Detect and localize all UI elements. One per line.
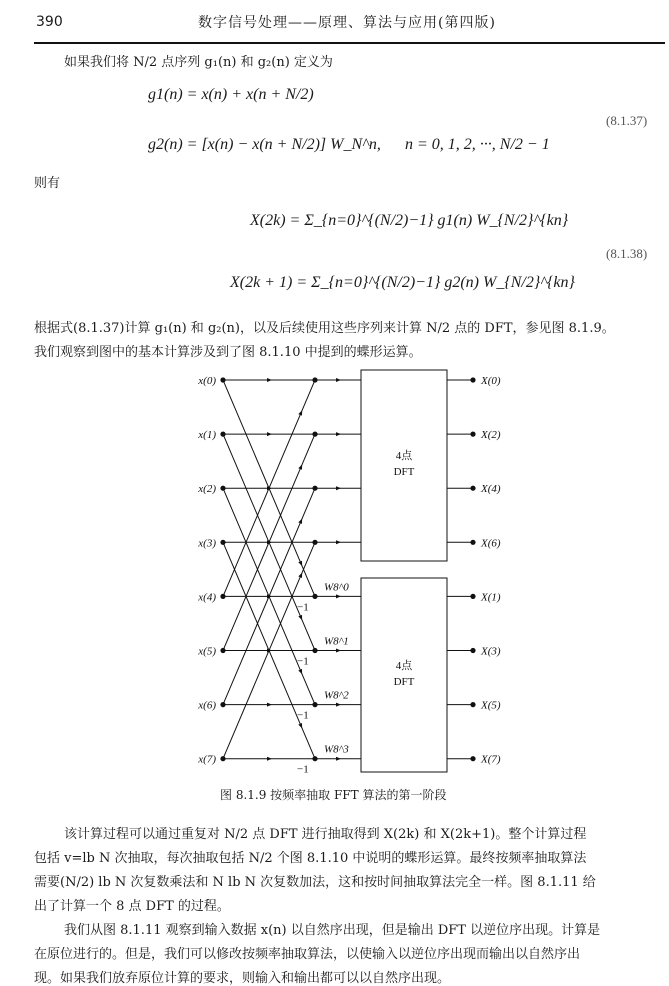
twiddle-factor-label: W8^2 bbox=[324, 689, 349, 702]
paragraph2-line1: 该计算过程可以通过重复对 N/2 点 DFT 进行抽取得到 X(2k) 和 X(2k+1)。整个计算过程 bbox=[64, 827, 587, 842]
equation-number-8-1-37: (8.1.37) bbox=[606, 113, 648, 128]
dft-box-lower bbox=[361, 578, 447, 772]
output-label: X(4) bbox=[481, 483, 501, 496]
arrow-head bbox=[336, 594, 341, 598]
arrow-head bbox=[298, 615, 302, 620]
minus-one-label: −1 bbox=[297, 655, 309, 668]
input-label: x(2) bbox=[198, 483, 216, 496]
output-label: X(1) bbox=[481, 591, 501, 604]
dft-box-upper-label: DFT bbox=[393, 466, 415, 478]
running-header: 数字信号处理——原理、算法与应用(第四版) bbox=[198, 15, 496, 31]
output-node bbox=[470, 594, 475, 599]
equation-g2: g2(n) = [x(n) − x(n + N/2)] W_N^n, bbox=[148, 136, 381, 153]
equation-X2k1: X(2k + 1) = Σ_{n=0}^{(N/2)−1} g2(n) W_{N/2}^{kn} bbox=[230, 274, 575, 291]
equation-g2-range: n = 0, 1, 2, ···, N/2 − 1 bbox=[405, 136, 550, 153]
arrow-head bbox=[336, 486, 341, 490]
dft-box-upper-label: 4点 bbox=[395, 450, 413, 462]
minus-one-label: −1 bbox=[297, 601, 309, 614]
output-label: X(0) bbox=[481, 375, 501, 387]
equation-X2k: X(2k) = Σ_{n=0}^{(N/2)−1} g1(n) W_{N/2}^{kn} bbox=[250, 212, 569, 229]
output-node bbox=[470, 540, 475, 545]
output-node bbox=[470, 486, 475, 491]
twiddle-factor-label: W8^0 bbox=[324, 581, 349, 594]
arrow-head bbox=[267, 378, 272, 382]
arrow-head bbox=[298, 464, 302, 469]
equation-g1: g1(n) = x(n) + x(n + N/2) bbox=[148, 86, 314, 103]
output-label: X(5) bbox=[481, 699, 501, 712]
paragraph1-line2: 我们观察到图中的基本计算涉及到了图 8.1.10 中提到的蝶形运算。 bbox=[34, 345, 422, 360]
arrow-head bbox=[267, 432, 272, 436]
paragraph2-line2: 包括 v=lb N 次抽取，每次抽取包括 N/2 个图 8.1.10 中说明的蝶形运算。最终按频率抽取算法 bbox=[34, 851, 587, 866]
minus-one-label: −1 bbox=[297, 709, 309, 722]
output-node bbox=[470, 648, 475, 653]
arrow-head bbox=[298, 410, 302, 415]
arrow-head bbox=[298, 573, 302, 578]
input-label: x(6) bbox=[198, 699, 216, 712]
arrow-head bbox=[336, 540, 341, 544]
paragraph2-line3: 需要(N/2) lb N 次复数乘法和 N lb N 次复数加法，这和按时间抽取算法完全一样。图 8.1.11 给 bbox=[34, 875, 596, 890]
minus-one-label: −1 bbox=[297, 763, 309, 776]
input-label: x(0) bbox=[198, 375, 216, 387]
paragraph2-line4: 出了计算一个 8 点 DFT 的过程。 bbox=[34, 899, 230, 914]
paragraph3-line3: 现。如果我们放弃原位计算的要求，则输入和输出都可以以自然序出现。 bbox=[34, 971, 451, 986]
output-label: X(2) bbox=[481, 429, 501, 442]
equation-number-8-1-38: (8.1.38) bbox=[606, 246, 648, 261]
twiddle-factor-label: W8^3 bbox=[324, 743, 349, 756]
output-node bbox=[470, 702, 475, 707]
output-node bbox=[470, 432, 475, 437]
input-label: x(5) bbox=[198, 645, 216, 658]
paragraph3-line2: 在原位进行的。但是，我们可以修改按频率抽取算法，以使输入以逆位序出现而输出以自然序出 bbox=[34, 947, 581, 962]
dft-box-lower-label: DFT bbox=[393, 676, 415, 688]
arrow-head bbox=[267, 757, 272, 761]
butterfly-node bbox=[312, 756, 317, 761]
input-node bbox=[220, 756, 225, 761]
arrow-head bbox=[267, 703, 272, 707]
input-label: x(4) bbox=[198, 591, 216, 604]
arrow-head bbox=[298, 669, 302, 674]
intro-line: 如果我们将 N/2 点序列 g₁(n) 和 g₂(n) 定义为 bbox=[64, 55, 333, 70]
input-label: x(3) bbox=[198, 537, 216, 550]
arrow-head bbox=[336, 757, 341, 761]
output-label: X(7) bbox=[481, 753, 501, 766]
arrow-head bbox=[298, 723, 302, 728]
output-label: X(3) bbox=[481, 645, 501, 658]
arrow-head bbox=[336, 703, 341, 707]
output-node bbox=[470, 756, 475, 761]
arrow-head bbox=[336, 649, 341, 653]
dft-box-lower-label: 4点 bbox=[395, 660, 413, 672]
output-label: X(6) bbox=[481, 537, 501, 550]
then-text: 则有 bbox=[34, 176, 61, 191]
output-node bbox=[470, 377, 475, 382]
figure-caption: 图 8.1.9 按频率抽取 FFT 算法的第一阶段 bbox=[220, 788, 447, 802]
arrow-head bbox=[336, 432, 341, 436]
input-label: x(7) bbox=[198, 753, 216, 766]
page-number: 390 bbox=[36, 14, 63, 30]
arrow-head bbox=[298, 561, 302, 566]
twiddle-factor-label: W8^1 bbox=[324, 635, 349, 648]
arrow-head bbox=[336, 378, 341, 382]
paragraph3-line1: 我们从图 8.1.11 观察到输入数据 x(n) 以自然序出现，但是输出 DFT 以逆位序出现。计算是 bbox=[64, 923, 601, 938]
paragraph1-line1: 根据式(8.1.37)计算 g₁(n) 和 g₂(n)，以及后续使用这些序列来计算 N/2 点的 DFT，参见图 8.1.9。 bbox=[34, 321, 615, 336]
arrow-head bbox=[298, 518, 302, 523]
input-label: x(1) bbox=[198, 429, 216, 442]
